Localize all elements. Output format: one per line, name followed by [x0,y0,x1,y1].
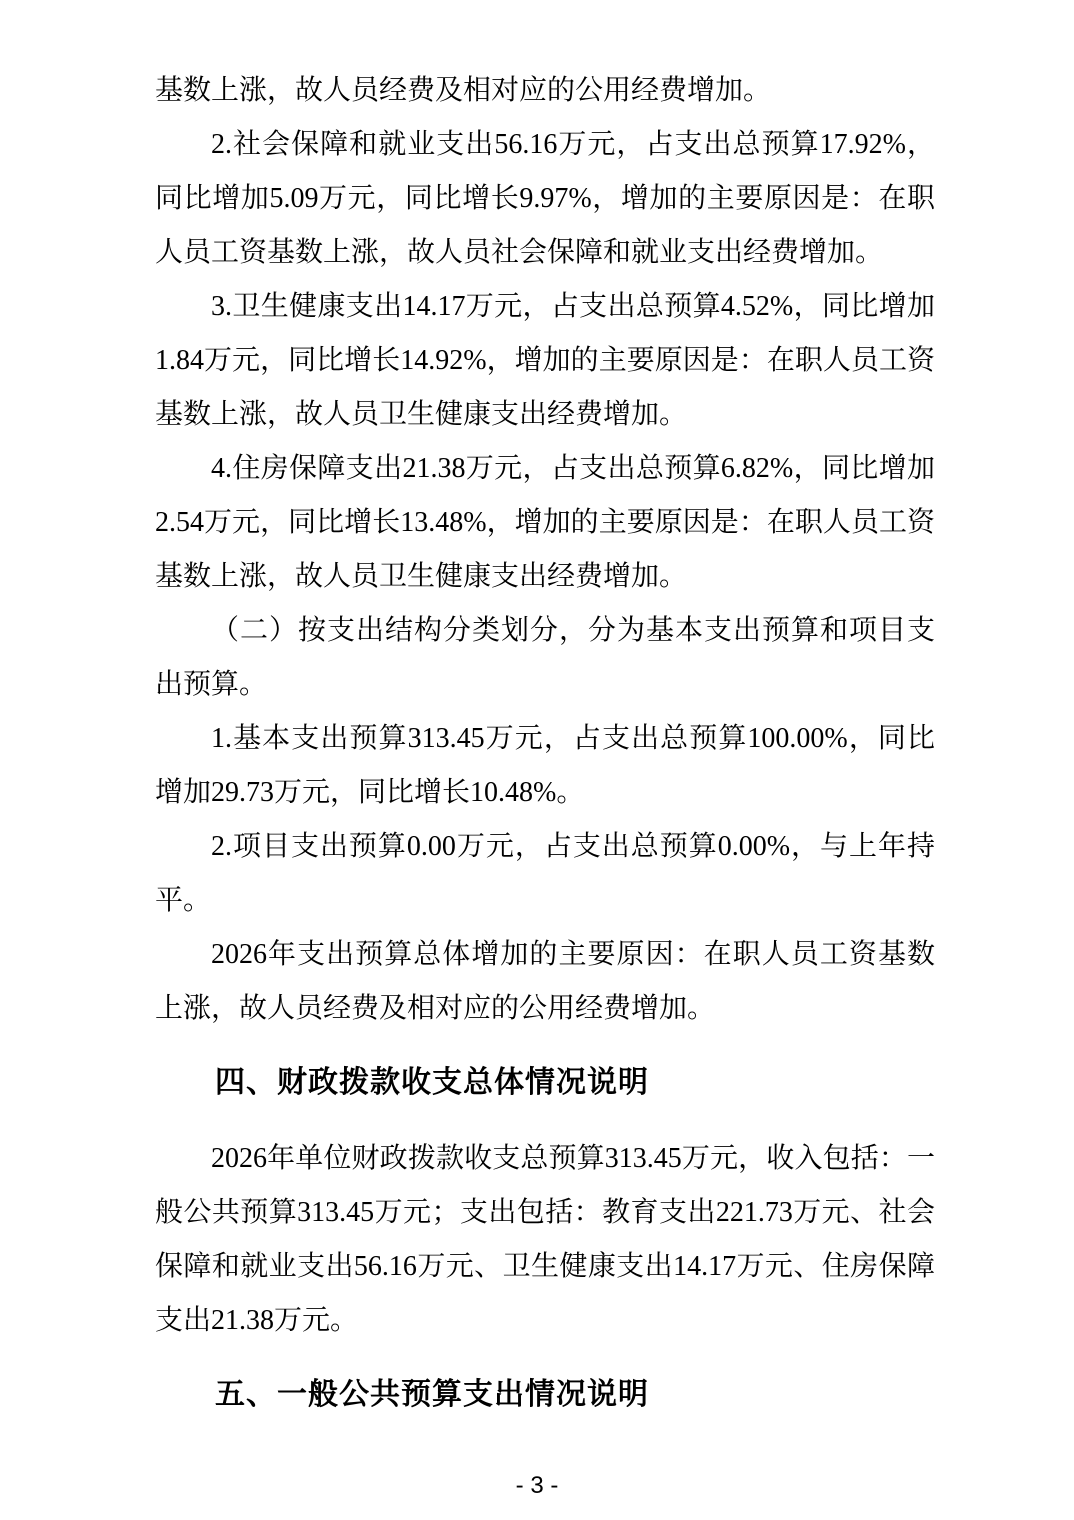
paragraph-fiscal-appropriation-summary: 2026年单位财政拨款收支总预算313.45万元，收入包括：一般公共预算313.45万元；支出包括：教育支出221.73万元、社会保障和就业支出56.16万元、卫生健康支出14.17万元、住房保障支出21.38万元。 [155,1143,935,1336]
paragraph-social-security-expense: 2.社会保障和就业支出56.16万元，占支出总预算17.92%，同比增加5.09万元，同比增长9.97%，增加的主要原因是：在职人员工资基数上涨，故人员社会保障和就业支出经费增加。 [155,129,935,268]
paragraph-housing-expense: 4.住房保障支出21.38万元，占支出总预算6.82%，同比增加2.54万元，同比增长13.48%，增加的主要原因是：在职人员工资基数上涨，故人员卫生健康支出经费增加。 [155,453,935,592]
paragraph-expense-structure: （二）按支出结构分类划分，分为基本支出预算和项目支出预算。 [155,615,935,700]
section-heading-general-public-budget: 五、一般公共预算支出情况说明 [215,1378,649,1411]
paragraph-basic-expense-budget: 1.基本支出预算313.45万元，占支出总预算100.00%，同比增加29.73万元，同比增长10.48%。 [155,723,935,808]
page-number: - 3 - [515,1472,559,1499]
document-body [155,64,935,1444]
section-heading-fiscal-appropriation: 四、财政拨款收支总体情况说明 [215,1066,649,1099]
paragraph-continuation: 基数上涨，故人员经费及相对应的公用经费增加。 [155,75,772,106]
paragraph-expense-increase-reason: 2026年支出预算总体增加的主要原因：在职人员工资基数上涨，故人员经费及相对应的公用经费增加。 [155,939,935,1024]
paragraph-health-expense: 3.卫生健康支出14.17万元，占支出总预算4.52%，同比增加1.84万元，同比增长14.92%，增加的主要原因是：在职人员工资基数上涨，故人员卫生健康支出经费增加。 [155,291,935,430]
paragraph-project-expense-budget: 2.项目支出预算0.00万元，占支出总预算0.00%，与上年持平。 [155,831,935,916]
